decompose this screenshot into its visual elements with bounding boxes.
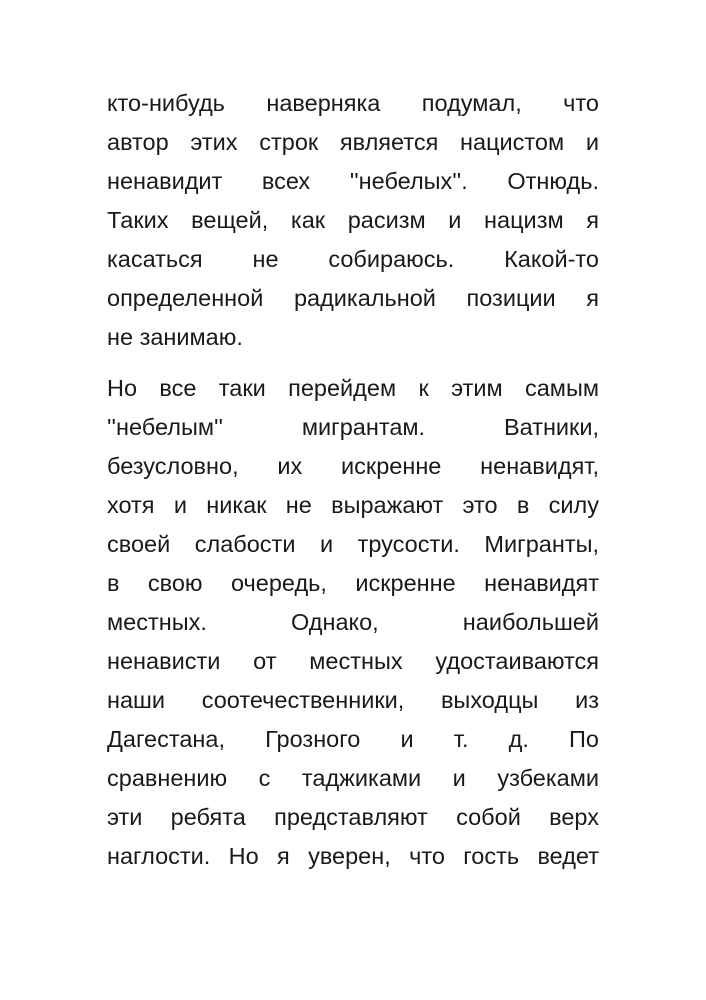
text-line: ненависти от местных удостаиваются (107, 648, 599, 674)
text-line: наши соотечественники, выходцы из (107, 687, 599, 713)
text-line: кто-нибудь наверняка подумал, что (107, 90, 599, 116)
text-line: Дагестана, Грозного и т. д. По (107, 726, 599, 752)
text-line: определенной радикальной позиции я (107, 285, 599, 311)
paragraph-2 (107, 369, 599, 876)
text-line: эти ребята представляют собой верх (107, 804, 599, 830)
text-line: своей слабости и трусости. Мигранты, (107, 531, 599, 557)
text-line: безусловно, их искренне ненавидят, (107, 453, 599, 479)
text-line: касаться не собираюсь. Какой-то (107, 246, 599, 272)
text-line: Таких вещей, как расизм и нацизм я (107, 207, 599, 233)
text-line: хотя и никак не выражают это в силу (107, 492, 599, 518)
text-line: наглости. Но я уверен, что гость ведет (107, 843, 599, 869)
text-line: в свою очередь, искренне ненавидят (107, 570, 599, 596)
text-line: ненавидит всех ''небелых''. Отнюдь. (107, 168, 599, 194)
text-line: сравнению с таджиками и узбеками (107, 765, 599, 791)
text-line: не занимаю. (107, 324, 243, 350)
text-line: местных. Однако, наибольшей (107, 609, 599, 635)
text-line: Но все таки перейдем к этим самым (107, 375, 599, 401)
document-page (107, 84, 599, 888)
text-line: ''небелым'' мигрантам. Ватники, (107, 414, 599, 440)
text-line: автор этих строк является нацистом и (107, 129, 599, 155)
paragraph-1 (107, 84, 599, 357)
